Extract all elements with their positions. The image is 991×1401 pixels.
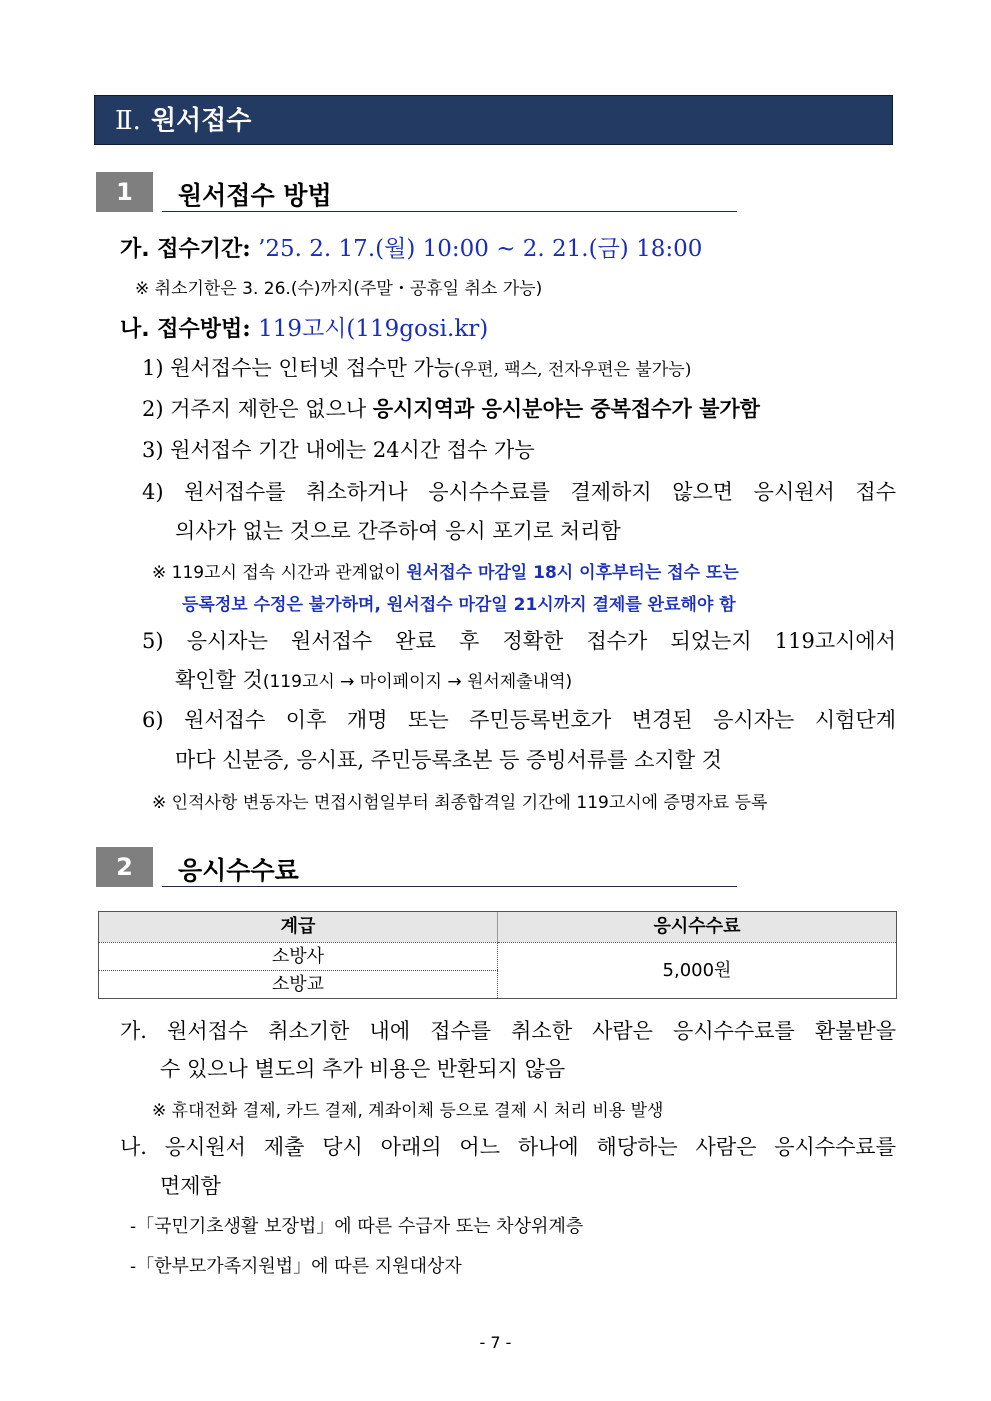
item-1 xyxy=(142,352,691,382)
method-value: 119고시(119gosi.kr) xyxy=(258,316,489,342)
chapter-title: 원서접수 xyxy=(150,106,252,136)
page-number: - 7 - xyxy=(479,1333,512,1352)
cancel-note: ※ 취소기한은 3. 26.(수)까지(주말・공휴일 취소 가능) xyxy=(135,279,543,299)
item-4-line-1: 4) 원서접수를 취소하거나 응시수수료를 결제하지 않으면 응시원서 접수 xyxy=(142,480,896,504)
note-deadline-line-2: 등록정보 수정은 불가하며, 원서접수 마감일 21시까지 결제를 완료해야 함 xyxy=(182,595,736,615)
section2-title: 응시수수료 xyxy=(178,856,299,885)
exemption-line-2: 면제함 xyxy=(160,1174,221,1198)
section2-underline xyxy=(162,886,737,887)
exemption-item-1: -「국민기초생활 보장법」에 따른 수급자 또는 차상위계층 xyxy=(130,1216,584,1237)
item-5-line-1: 5) 응시자는 원서접수 완료 후 정확한 접수가 되었는지 119고시에서 xyxy=(142,629,896,653)
method-row xyxy=(120,310,488,343)
note-deadline-highlight: 원서접수 마감일 18시 이후부터는 접수 또는 xyxy=(406,563,739,583)
exemption-item-2: -「한부모가족지원법」에 따른 지원대상자 xyxy=(130,1256,462,1277)
refund-note: ※ 휴대전화 결제, 카드 결제, 계좌이체 등으로 결제 시 처리 비용 발생 xyxy=(152,1101,664,1121)
refund-line-2: 수 있으나 별도의 추가 비용은 반환되지 않음 xyxy=(160,1057,566,1081)
item-1-text: 1) 원서접수는 인터넷 접수만 가능 xyxy=(142,356,454,380)
item-6-line-1: 6) 원서접수 이후 개명 또는 주민등록번호가 변경된 응시자는 시험단계 xyxy=(142,708,896,732)
item-6-line-2: 마다 신분증, 응시표, 주민등록초본 등 증빙서류를 소지할 것 xyxy=(175,748,722,772)
section2-number: 2 xyxy=(96,847,153,887)
chapter-header xyxy=(94,95,893,145)
period-row xyxy=(120,230,702,263)
item-2-text: 2) 거주지 제한은 없으나 xyxy=(142,397,373,421)
section1-number: 1 xyxy=(96,172,153,212)
item-1-paren: (우편, 팩스, 전자우편은 불가능) xyxy=(453,360,692,380)
table-cell-grade-1: 소방사 xyxy=(99,942,498,970)
section1-title: 원서접수 방법 xyxy=(178,181,332,210)
item-5-line-2 xyxy=(175,664,572,694)
table-header-grade: 계급 xyxy=(99,912,498,942)
exemption-line-1: 나. 응시원서 제출 당시 아래의 어느 하나에 해당하는 사람은 응시수수료를 xyxy=(120,1135,896,1159)
item-2-bold: 응시지역과 응시분야는 중복접수가 불가함 xyxy=(372,396,760,421)
section1-underline xyxy=(162,211,737,212)
item-4-line-2: 의사가 없는 것으로 간주하여 응시 포기로 처리함 xyxy=(175,519,621,543)
period-label: 가. 접수기간 xyxy=(120,237,243,262)
method-label: 나. 접수방법 xyxy=(120,317,243,342)
period-colon: : xyxy=(242,235,251,262)
note-deadline-prefix: ※ 119고시 접속 시간과 관계없이 xyxy=(152,563,407,583)
table-cell-grade-2: 소방교 xyxy=(99,970,498,998)
period-value: ’25. 2. 17.(월) 10:00 ~ 2. 21.(금) 18:00 xyxy=(258,236,703,262)
item-2 xyxy=(142,393,760,423)
item-5-text: 확인할 것 xyxy=(175,668,263,692)
table-header-fee: 응시수수료 xyxy=(498,912,896,942)
method-colon: : xyxy=(242,315,251,342)
item-5-paren: (119고시 → 마이페이지 → 원서제출내역) xyxy=(262,672,573,692)
note-deadline-line-1 xyxy=(152,558,739,583)
note-personal-info: ※ 인적사항 변동자는 면접시험일부터 최종합격일 기간에 119고시에 증명자료 등록 xyxy=(152,793,768,813)
item-3: 3) 원서접수 기간 내에는 24시간 접수 가능 xyxy=(142,438,535,462)
fee-table xyxy=(98,911,897,999)
table-cell-fee: 5,000원 xyxy=(498,942,896,998)
refund-line-1: 가. 원서접수 취소기한 내에 접수를 취소한 사람은 응시수수료를 환불받을 xyxy=(120,1019,896,1043)
chapter-numeral: Ⅱ. xyxy=(115,106,141,136)
